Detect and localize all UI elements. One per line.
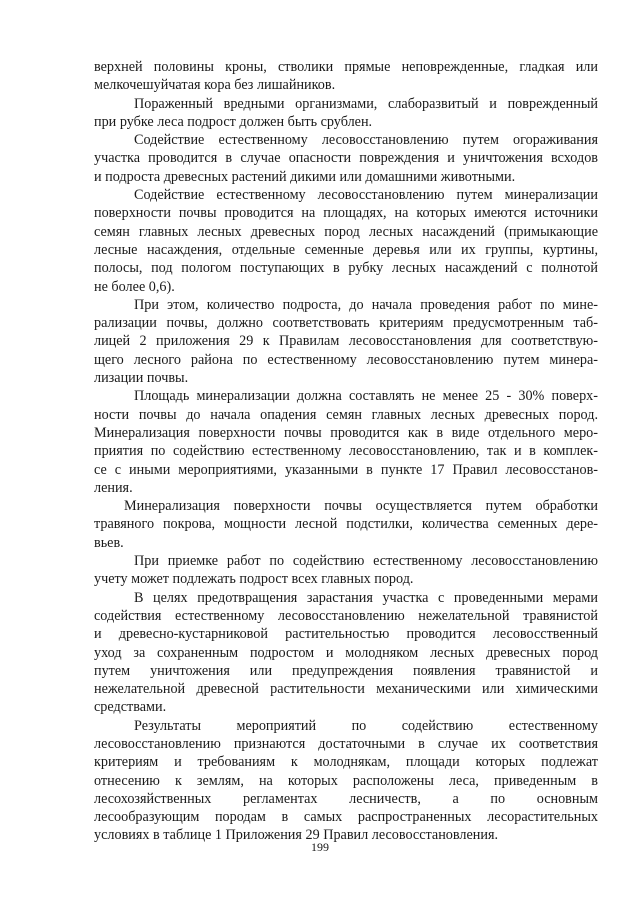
paragraph: [94, 570, 598, 588]
text-line: вьев.: [94, 534, 124, 551]
text-line: уход за сохраненным подростом и молодняком лесных древесных пород: [94, 644, 598, 661]
text-line: ности почвы до начала опадения семян главных лесных древесных пород.: [94, 406, 598, 423]
text-line: травяного покрова, мощности лесной подстилки, количества семенных дере-: [94, 516, 598, 533]
paragraph: [94, 296, 598, 314]
paragraph: [94, 552, 598, 570]
paragraph: [94, 607, 598, 717]
text-line: не более 0,6).: [94, 278, 175, 295]
text-line: путем уничтожения или предупреждения появления травянистой и: [94, 662, 598, 679]
paragraph: [94, 186, 598, 204]
paragraph: [94, 58, 598, 95]
text-line: При приемке работ по содействию естественному лесовосстановлению: [134, 553, 598, 570]
text-line: нежелательной древесной растительности механическими или химическими: [94, 681, 598, 698]
text-line: Содействие естественному лесовосстановлению путем минерализации: [134, 187, 598, 204]
text-line: Пораженный вредными организмами, слаборазвитый и поврежденный: [134, 95, 598, 112]
text-line: Минерализация поверхности почвы проводится как в виде отдельного меро-: [94, 424, 598, 441]
paragraph: [94, 149, 598, 186]
text-line: критериям и требованиям к молоднякам, площади которых подлежат: [94, 754, 598, 771]
text-line: при рубке леса подрост должен быть срублен.: [94, 113, 373, 130]
text-line: лесные насаждения, отдельные семенные деревья или их группы, куртины,: [94, 241, 598, 258]
body-text: [94, 58, 598, 845]
text-line: лесовосстановлению признаются достаточными в случае их соответствия: [94, 735, 598, 752]
text-line: и древесно-кустарниковой растительностью проводится лесовосственный: [94, 626, 598, 643]
text-line: лесообразующим породам в самых распространенных лесорастительных: [94, 809, 598, 826]
paragraph: [94, 204, 598, 295]
text-line: средствами.: [94, 699, 167, 716]
paragraph: [94, 717, 598, 735]
paragraph: [94, 406, 598, 497]
text-line: полосы, под пологом поступающих в рубку лесных насаждений с полнотой: [94, 260, 598, 277]
text-line: отнесению к землям, на которых расположены леса, приведенным в: [94, 772, 598, 789]
text-line: лесохозяйственных регламентах лесничеств, а по основным: [94, 790, 598, 807]
text-line: щего лесного района по естественному лесовосстановлению путем минера-: [94, 351, 598, 368]
page-number: 199: [311, 840, 329, 854]
text-line: Площадь минерализации должна составлять не менее 25 - 30% поверх-: [134, 388, 598, 405]
text-line: мелкочешуйчатая кора без лишайников.: [94, 77, 336, 94]
text-line: Содействие естественному лесовосстановлению путем огораживания: [134, 132, 598, 149]
text-line: ления.: [94, 479, 133, 496]
paragraph: [94, 95, 598, 113]
paragraph: [94, 497, 598, 515]
text-line: учету может подлежать подрост всех главных пород.: [94, 571, 414, 588]
paragraph: [94, 735, 598, 845]
text-line: верхней половины кроны, стволики прямые неповрежденные, гладкая или: [94, 59, 598, 75]
text-line: семян главных лесных древесных пород лесных насаждений (примыкающие: [94, 223, 598, 240]
text-line: се с иными мероприятиями, указанными в пункте 17 Правил лесовосстанов-: [94, 461, 598, 478]
text-line: лицей 2 приложения 29 к Правилам лесовосстановления для соответствую-: [94, 333, 598, 350]
paragraph: [94, 589, 598, 607]
text-line: Результаты мероприятий по содействию естественному: [134, 717, 598, 734]
text-line: поверхности почвы проводится на площадях, на которых имеются источники: [94, 205, 598, 222]
text-line: приятия по содействию естественному лесовосстановлению, так и в комплек-: [94, 443, 598, 460]
text-line: В целях предотвращения зарастания участка с проведенными мерами: [134, 589, 598, 606]
text-line: Минерализация поверхности почвы осуществляется путем обработки: [124, 498, 598, 515]
text-line: и подроста древесных растений дикими или домашними животными.: [94, 168, 516, 185]
text-line: участка проводится в случае опасности повреждения и уничтожения всходов: [94, 150, 598, 167]
text-line: условиях в таблице 1 Приложения 29 Правил лесовосстановления.: [94, 827, 499, 844]
text-line: содействия естественному лесовосстановлению нежелательной травянистой: [94, 607, 598, 624]
paragraph: [94, 387, 598, 405]
paragraph: [94, 113, 598, 131]
paragraph: [94, 131, 598, 149]
text-line: лизации почвы.: [94, 370, 189, 387]
text-line: При этом, количество подроста, до начала проведения работ по мине-: [134, 296, 598, 313]
paragraph: [94, 515, 598, 552]
paragraph: [94, 314, 598, 387]
text-line: рализации почвы, должно соответствовать критериям предусмотренным таб-: [94, 315, 598, 332]
